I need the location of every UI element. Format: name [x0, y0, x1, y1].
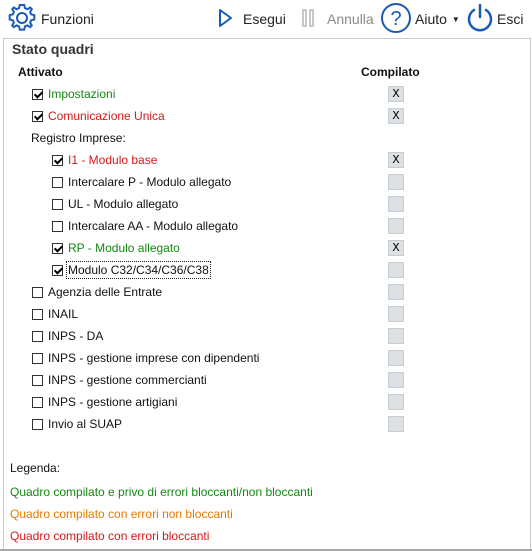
- esci-label: Esci: [497, 11, 524, 27]
- quadro-checkbox[interactable]: [52, 155, 63, 166]
- quadro-row: [52, 171, 231, 193]
- quadro-label[interactable]: INPS - gestione artigiani: [48, 395, 178, 409]
- compilato-indicator: [388, 284, 404, 300]
- compilato-indicator: [388, 174, 404, 190]
- help-icon: [380, 2, 412, 37]
- compilato-indicator: [388, 350, 404, 366]
- stato-quadri-panel: [3, 38, 531, 550]
- quadro-checkbox[interactable]: [32, 309, 43, 320]
- funzioni-button[interactable]: [6, 0, 94, 38]
- quadro-label[interactable]: Comunicazione Unica: [48, 109, 165, 123]
- quadro-row: [32, 303, 78, 325]
- quadro-checkbox[interactable]: [32, 111, 43, 122]
- quadro-label[interactable]: Impostazioni: [48, 87, 116, 101]
- quadro-label[interactable]: Intercalare P - Modulo allegato: [68, 175, 232, 189]
- legend-red: Quadro compilato con errori bloccanti: [10, 529, 210, 543]
- quadro-checkbox[interactable]: [32, 89, 43, 100]
- quadro-checkbox[interactable]: [32, 331, 43, 342]
- aiuto-label: Aiuto: [415, 11, 447, 27]
- quadro-checkbox[interactable]: [52, 221, 63, 232]
- quadro-label[interactable]: Invio al SUAP: [48, 417, 123, 431]
- quadro-row: [32, 413, 122, 435]
- quadro-checkbox[interactable]: [32, 287, 43, 298]
- quadro-row: [52, 259, 209, 281]
- quadro-row: [32, 391, 177, 413]
- compilato-indicator: X: [388, 86, 404, 102]
- esci-button[interactable]: [465, 0, 523, 38]
- quadro-checkbox[interactable]: [52, 177, 63, 188]
- dropdown-caret-icon: ▼: [451, 14, 460, 24]
- quadro-label[interactable]: UL - Modulo allegato: [68, 197, 179, 211]
- power-icon: [465, 2, 495, 37]
- quadro-row: [32, 325, 103, 347]
- compilato-indicator: [388, 394, 404, 410]
- annulla-button[interactable]: [301, 0, 374, 38]
- gear-icon: [6, 2, 38, 37]
- quadro-row: [32, 83, 115, 105]
- attivato-column-header: Attivato: [18, 65, 63, 79]
- quadro-checkbox[interactable]: [52, 199, 63, 210]
- quadro-label[interactable]: INPS - gestione commercianti: [48, 373, 207, 387]
- compilato-column-header: Compilato: [361, 65, 420, 79]
- compilato-indicator: X: [388, 108, 404, 124]
- quadro-row: [52, 149, 157, 171]
- esegui-label: Esegui: [243, 11, 286, 27]
- quadro-row: [32, 347, 259, 369]
- svg-text:?: ?: [390, 7, 402, 30]
- play-icon: [218, 8, 234, 31]
- compilato-indicator: [388, 196, 404, 212]
- quadro-label[interactable]: Intercalare AA - Modulo allegato: [68, 219, 239, 233]
- funzioni-label: Funzioni: [41, 11, 94, 27]
- compilato-indicator: X: [388, 240, 404, 256]
- quadro-checkbox[interactable]: [52, 243, 63, 254]
- legend-orange: Quadro compilato con errori non bloccanti: [10, 507, 233, 521]
- toolbar: [0, 0, 532, 38]
- quadro-label[interactable]: Agenzia delle Entrate: [48, 285, 163, 299]
- quadro-label[interactable]: INPS - gestione imprese con dipendenti: [48, 351, 260, 365]
- quadro-checkbox[interactable]: [32, 397, 43, 408]
- quadro-row: [52, 215, 238, 237]
- compilato-indicator: [388, 372, 404, 388]
- quadro-row: [32, 105, 165, 127]
- compilato-indicator: X: [388, 152, 404, 168]
- quadro-checkbox[interactable]: [32, 375, 43, 386]
- quadro-row: [52, 237, 180, 259]
- quadro-label[interactable]: I1 - Modulo base: [68, 153, 158, 167]
- pause-icon: [301, 8, 315, 31]
- legend-title: Legenda:: [10, 461, 61, 475]
- annulla-label: Annulla: [327, 11, 374, 27]
- quadro-label[interactable]: INPS - DA: [48, 329, 104, 343]
- legend-green: Quadro compilato e privo di errori bloccanti/non bloccanti: [10, 485, 313, 499]
- panel-title: Stato quadri: [12, 41, 94, 57]
- registro-imprese-label: Registro Imprese:: [31, 131, 126, 145]
- quadro-row: [32, 369, 207, 391]
- esegui-button[interactable]: [218, 0, 286, 38]
- quadro-label[interactable]: INAIL: [48, 307, 79, 321]
- compilato-indicator: [388, 218, 404, 234]
- quadro-row: [32, 281, 162, 303]
- compilato-indicator: [388, 262, 404, 278]
- quadro-label[interactable]: Modulo C32/C34/C36/C38: [68, 263, 209, 277]
- quadro-label[interactable]: RP - Modulo allegato: [68, 241, 180, 255]
- compilato-indicator: [388, 416, 404, 432]
- quadro-row: [52, 193, 178, 215]
- quadro-checkbox[interactable]: [32, 353, 43, 364]
- quadro-checkbox[interactable]: [32, 419, 43, 430]
- compilato-indicator: [388, 328, 404, 344]
- compilato-indicator: [388, 306, 404, 322]
- quadro-checkbox[interactable]: [52, 265, 63, 276]
- aiuto-button[interactable]: [380, 0, 460, 38]
